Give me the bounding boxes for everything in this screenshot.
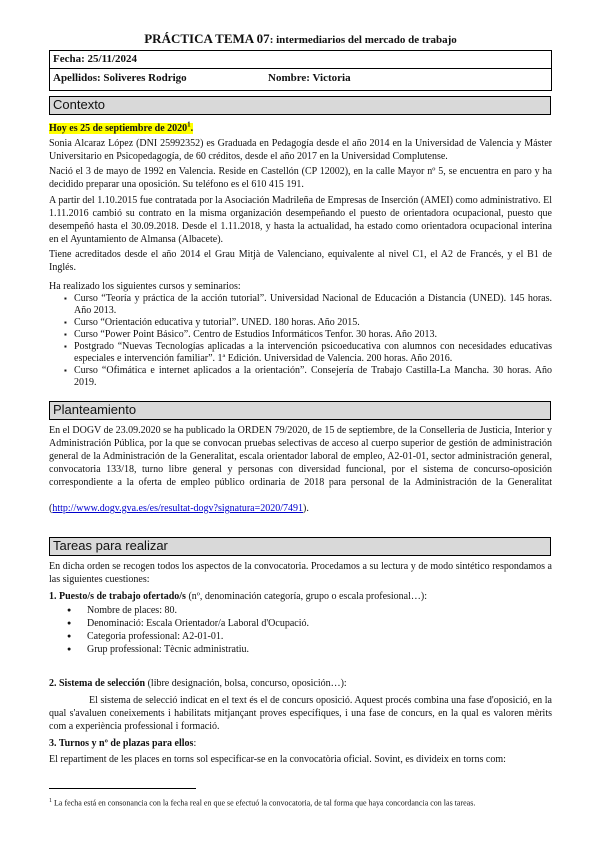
tareas-intro: En dicha orden se recogen todos los aspectos de la convocatoria. Procedamos a su lectura y de modo sintético respondamos a las siguientes cuestiones:: [49, 561, 552, 585]
section-header-contexto: Contexto: [49, 96, 551, 115]
question-2: 2. Sistema de selección (libre designación, bolsa, concurso, oposición…):: [49, 678, 347, 689]
apellidos-field: Apellidos: Soliveres Rodrigo: [53, 72, 187, 84]
list-item: ▪ Curso “Power Point Básico”. Centro de Estudios Informáticos Tenfor. 30 horas. Año 2013.: [64, 329, 552, 341]
section-header-tareas: Tareas para realizar: [49, 537, 551, 556]
planteamiento-text: En el DOGV de 23.09.2020 se ha publicado la ORDEN 79/2020, de 15 de septiembre, de la Conselleria de Justicia, Interior y Administración Pública, por la que se convocan pruebas selectivas de acceso al cuerpo superior de gestión de administración general de la Administración de la Generalitat, escala orientador laboral de empleo, A2-01-01, sector administración general, convocatoria 133/18, turno libre general y personas con diversidad funcional, por el sistema de concurso-oposición correspondiente a la oferta de empleo público ordinaria de 2018 para personal de la Administración de la Generalitat: [49, 425, 552, 488]
question-2-answer: El sistema de selecció indicat en el text és el de concurs oposició. Aquest procés combina una fase d'oposició, en la qual s'avaluen coneixements i habilitats mitjançant proves específiques, i una fase de concurs, en la qual es valoren mèrits com a experiència professional i formació.: [49, 695, 552, 732]
info-divider: [50, 68, 551, 69]
list-item: ▪ Postgrado “Nuevas Tecnologías aplicadas a la intervención psicoeducativa con alumnos con necesidades educativas especiales e intervención familiar”. 1ª Edición. Universidad de Valencia. 200 horas. Año 2016.: [64, 341, 552, 365]
question-1: 1. Puesto/s de trabajo ofertado/s (nº, denominación categoría, grupo o escala profesional…):: [49, 591, 428, 602]
question-3: 3. Turnos y nº de plazas para ellos:: [49, 738, 197, 749]
list-item: ● Nombre de places: 80.: [67, 604, 537, 617]
list-item: ● Grup professional: Tècnic administratiu.: [67, 643, 537, 656]
list-item: ▪ Curso “Teoría y práctica de la acción tutorial”. Universidad Nacional de Educación a Distancia (UNED). 145 horas. Año 2013.: [64, 293, 552, 317]
student-info-box: [49, 50, 552, 91]
list-item: ● Denominació: Escala Orientador/a Laboral d'Ocupació.: [67, 617, 537, 630]
fecha-field: Fecha: 25/11/2024: [53, 53, 138, 65]
context-paragraph-3: A partir del 1.10.2015 fue contratada por la Asociación Madrileña de Empresas de Inserción (AMEI) como administrativo. El 1.11.2016 cambió su contrato en la misma organización desempeñando el puesto de orientadora ocupacional, puesto que desempeñó hasta el 30.09.2018. Desde el 1.11.2018, y hasta la actualidad, ha estado como orientadora ocupacional interina en el Ayuntamiento de Almansa (Albacete).: [49, 195, 552, 245]
footnote: $^1$ La fecha está en consonancia con la fecha real en que se efectuó la convocatoria, de tal forma que haya concordancia con las tareas.: [49, 798, 476, 808]
page-title: PRÁCTICA TEMA 07: intermediarios del mercado de trabajo: [144, 31, 457, 46]
list-item: ● Categoria professional: A2-01-01.: [67, 630, 537, 643]
section-header-planteamiento: Planteamiento: [49, 401, 551, 420]
dogv-link[interactable]: http://www.dogv.gva.es/es/resultat-dogv?signatura=2020/7491: [52, 503, 304, 514]
question-1-answers: [67, 604, 537, 656]
context-paragraph-4: Tiene acreditados desde el año 2014 el Grau Mitjà de Valenciano, equivalente al nivel C1, el A2 de Francés, y el B1 de Inglés.: [49, 249, 552, 273]
courses-list: [64, 293, 552, 389]
context-date: Hoy es 25 de septiembre de 2020$^1$.: [49, 121, 194, 135]
nombre-field: Nombre: Victoria: [268, 72, 351, 84]
question-3-answer: El repartiment de les places en torns sol especificar-se en la convocatòria oficial. Sovint, es divideix en torns com:: [49, 754, 506, 765]
list-item: ▪ Curso “Ofimática e internet aplicados a la orientación”. Consejería de Trabajo Castilla-La Mancha. 30 horas. Año 2019.: [64, 365, 552, 389]
list-item: ▪ Curso “Orientación educativa y tutorial”. UNED. 180 horas. Año 2015.: [64, 317, 552, 329]
context-paragraph-2: Nació el 3 de mayo de 1992 en Valencia. Reside en Castellón (CP 12002), en la calle Mayor nº 5, se encuentra en paro y ha decidido preparar una oposición. Su teléfono es el 610 415 191.: [49, 166, 552, 190]
footnote-rule: [49, 788, 196, 789]
context-paragraph-1: Sonia Alcaraz López (DNI 25992352) es Graduada en Pedagogía desde el año 2014 en la Universidad de Valencia y Máster Universitario en Psicopedagogía, de 60 créditos, desde el año 2017 en la Universidad Complutense.: [49, 138, 552, 162]
context-paragraph-5: Ha realizado los siguientes cursos y seminarios:: [49, 281, 241, 292]
planteamiento-link-line: (http://www.dogv.gva.es/es/resultat-dogv?signatura=2020/7491).: [49, 503, 309, 514]
